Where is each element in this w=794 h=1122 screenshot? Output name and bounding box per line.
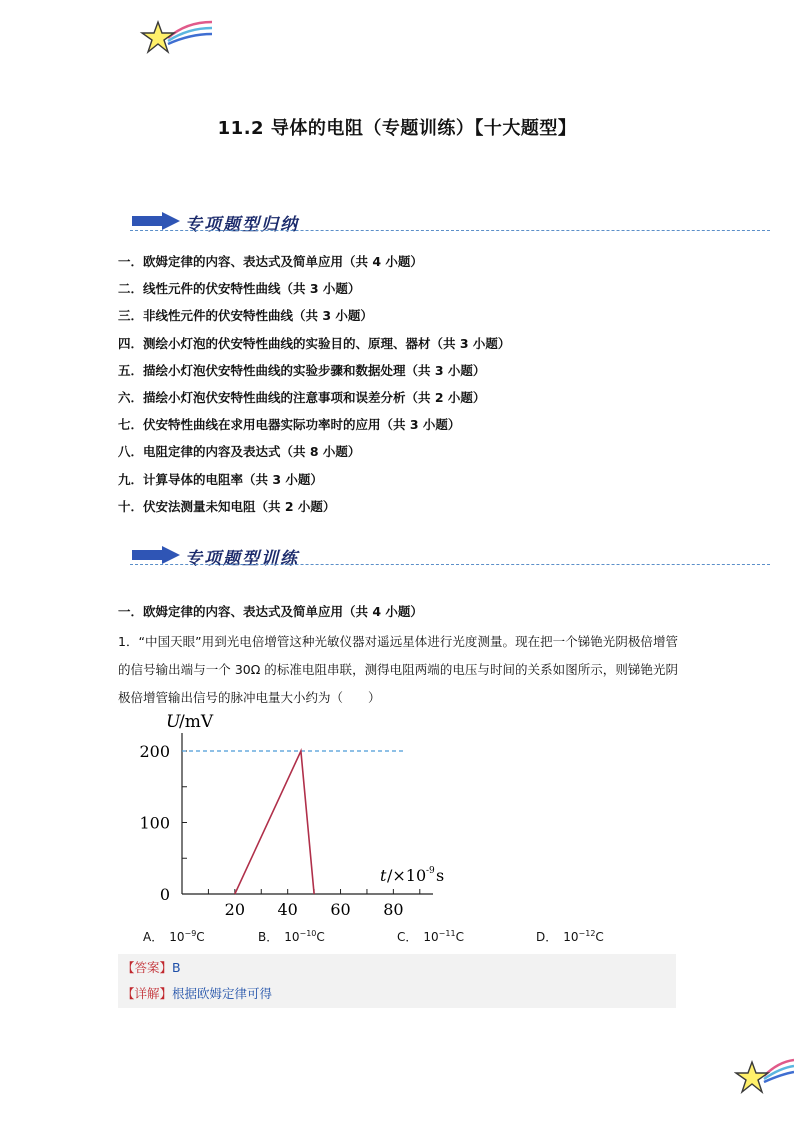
- choice-letter: A．: [143, 930, 164, 944]
- x-axis-suffix: s: [436, 866, 445, 885]
- star-decoration-bottom: [734, 1054, 794, 1098]
- choice-d[interactable]: [536, 928, 604, 945]
- page-title: 11.2 导体的电阻（专题训练）【十大题型】: [217, 118, 577, 139]
- choice-a[interactable]: [143, 928, 205, 945]
- topic-item: 三．非线性元件的伏安特性曲线（共 3 小题）: [118, 308, 373, 324]
- section-divider: [130, 564, 770, 565]
- choice-b[interactable]: [258, 928, 325, 945]
- section-header-summary: [130, 206, 770, 236]
- topic-list: [118, 252, 738, 524]
- choice-c[interactable]: [397, 928, 464, 945]
- answer-label: 【答案】: [122, 960, 173, 975]
- x-tick-label: 60: [330, 900, 351, 919]
- x-tick-label: 40: [277, 900, 298, 919]
- choice-exponent: −11: [438, 929, 456, 938]
- choice-base: 10: [563, 930, 579, 944]
- section-title-summary: 专项题型归纳: [185, 215, 299, 235]
- choice-letter: D．: [536, 930, 558, 944]
- x-tick-label: 80: [383, 900, 404, 919]
- detail-line: [122, 984, 272, 1002]
- y-tick-label: 200: [139, 742, 170, 761]
- section-title-training: 专项题型训练: [185, 549, 299, 569]
- star-decoration-top: [138, 16, 214, 60]
- choice-unit: C: [455, 930, 464, 944]
- topic-item: 八．电阻定律的内容及表达式（共 8 小题）: [118, 444, 361, 460]
- series-line: [235, 751, 314, 894]
- question-text: 1．“中国天眼”用到光电倍增管这种光敏仪器对遥远星体进行光度测量。现在把一个锑铯光阴极倍增管的信号输出端与一个 30Ω 的标准电阻串联，测得电阻两端的电压与时间的关系如图所示，则锑铯光阴极倍增管输出信号的脉冲电量大小约为（ ）: [118, 634, 678, 705]
- y-axis-var: U: [166, 712, 181, 732]
- topic-item: 六．描绘小灯泡伏安特性曲线的注意事项和误差分析（共 2 小题）: [118, 389, 486, 405]
- topic-item: 二．线性元件的伏安特性曲线（共 3 小题）: [118, 281, 361, 297]
- topic-item: 五．描绘小灯泡伏安特性曲线的实验步骤和数据处理（共 3 小题）: [118, 362, 486, 378]
- arrow-right-icon: [132, 212, 180, 230]
- topic-item: 十．伏安法测量未知电阻（共 2 小题）: [118, 498, 336, 514]
- choice-exponent: −9: [184, 929, 197, 938]
- x-axis-unit: /×10: [387, 866, 427, 885]
- arrow-right-icon: [132, 546, 180, 564]
- answer-value: B: [172, 960, 181, 975]
- choice-letter: B．: [258, 930, 279, 944]
- x-axis-var: t: [380, 866, 387, 885]
- x-axis-exponent: -9: [426, 866, 435, 876]
- choice-base: 10: [423, 930, 439, 944]
- section-divider: [130, 230, 770, 231]
- choice-base: 10: [169, 930, 185, 944]
- detail-label: 【详解】: [122, 986, 173, 1001]
- y-axis-label: [166, 712, 214, 732]
- topic-item: 四．测绘小灯泡的伏安特性曲线的实验目的、原理、器材（共 3 小题）: [118, 335, 511, 351]
- answer-line: [122, 958, 181, 976]
- detail-text: 根据欧姆定律可得: [172, 986, 273, 1001]
- question-heading: 一．欧姆定律的内容、表达式及简单应用（共 4 小题）: [118, 604, 423, 619]
- topic-item: 九．计算导体的电阻率（共 3 小题）: [118, 471, 323, 487]
- voltage-time-chart: [118, 705, 458, 920]
- choice-base: 10: [284, 930, 300, 944]
- topic-item: 七．伏安特性曲线在求用电器实际功率时的应用（共 3 小题）: [118, 417, 461, 433]
- choice-unit: C: [196, 930, 205, 944]
- x-tick-label: 20: [224, 900, 246, 919]
- y-tick-label: 0: [159, 885, 170, 904]
- section-header-training: [130, 540, 770, 570]
- choice-exponent: −10: [299, 929, 317, 938]
- x-axis-label: [380, 866, 444, 885]
- choice-unit: C: [595, 930, 604, 944]
- y-tick-label: 100: [139, 813, 170, 833]
- choice-unit: C: [316, 930, 325, 944]
- topic-item: 一．欧姆定律的内容、表达式及简单应用（共 4 小题）: [118, 254, 423, 269]
- choice-letter: C．: [397, 930, 418, 944]
- y-axis-unit: /mV: [179, 712, 214, 732]
- choice-exponent: −12: [578, 929, 596, 938]
